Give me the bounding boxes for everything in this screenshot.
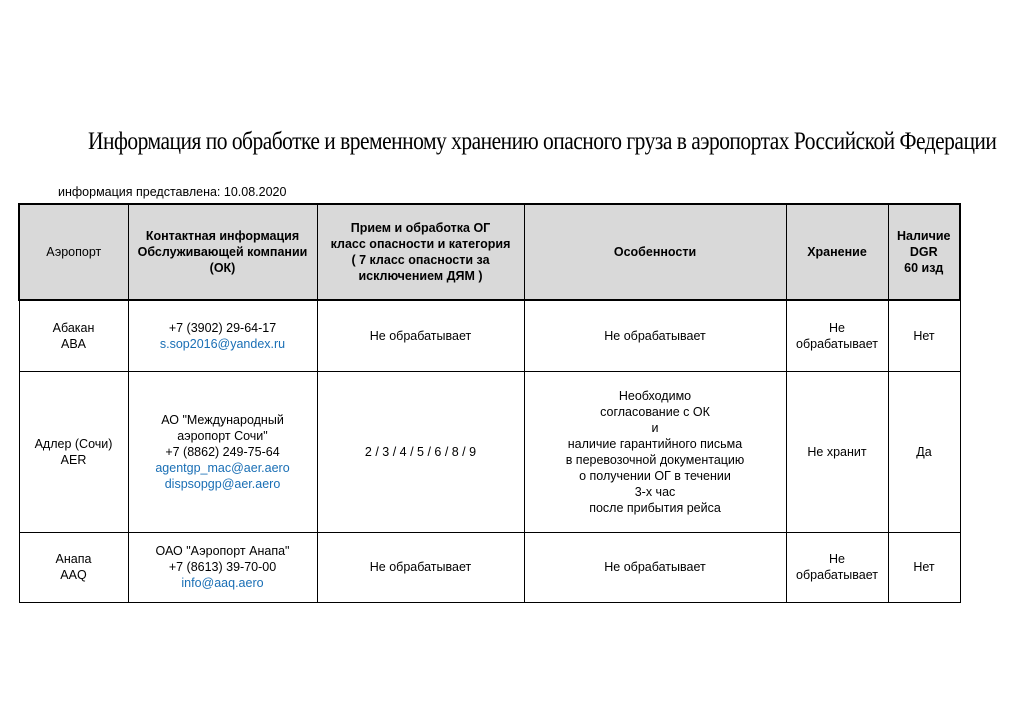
features-line: Не обрабатывает <box>604 560 706 574</box>
header-features: Особенности <box>524 204 786 300</box>
header-airport: Аэропорт <box>19 204 128 300</box>
header-contact-line: (ОК) <box>209 261 236 275</box>
email-link[interactable]: s.sop2016@yandex.ru <box>159 336 286 351</box>
header-acceptance <box>317 204 524 300</box>
storage-line: обрабатывает <box>796 568 878 582</box>
airport-code: AER <box>60 452 87 467</box>
header-contact-line: Контактная информация <box>145 229 300 243</box>
features-line: после прибытия рейса <box>589 500 721 515</box>
features-cell <box>524 300 786 371</box>
email-link[interactable]: agentgp_mac@aer.aero <box>155 460 290 475</box>
features-line: о получении ОГ в течении <box>579 468 731 483</box>
info-date: информация представлена: 10.08.2020 <box>58 185 287 199</box>
storage-line: Не хранит <box>807 444 867 459</box>
airport-code: ABA <box>60 336 86 351</box>
features-cell <box>524 532 786 602</box>
dgr-cell: Нет <box>888 300 960 371</box>
contact-cell <box>128 371 317 532</box>
header-dgr-line: DGR <box>909 245 938 259</box>
header-acceptance-line: Прием и обработка ОГ <box>350 221 491 235</box>
contact-line: АО "Международный <box>161 412 284 427</box>
table-row <box>19 532 960 602</box>
table-row <box>19 371 960 532</box>
features-line: согласование с ОК <box>600 404 710 419</box>
dangerous-goods-table <box>18 203 961 603</box>
airport-cell <box>19 300 128 371</box>
features-line: 3-х час <box>634 484 676 499</box>
features-line: в перевозочной документацию <box>565 452 745 467</box>
header-dgr-line: 60 изд <box>904 261 944 275</box>
features-line: Не обрабатывает <box>604 328 706 343</box>
airport-cell <box>19 371 128 532</box>
airport-name: Адлер (Сочи) <box>34 436 113 451</box>
dgr-cell: Да <box>888 371 960 532</box>
email-link[interactable]: info@aaq.aero <box>181 576 264 590</box>
features-cell <box>524 371 786 532</box>
features-line: Необходимо <box>618 388 692 403</box>
contact-line: +7 (8613) 39-70-00 <box>168 560 277 574</box>
contact-cell <box>128 300 317 371</box>
features-line: и <box>651 420 659 435</box>
table-header-row <box>19 204 960 300</box>
header-contact <box>128 204 317 300</box>
email-link[interactable]: dispsopgp@aer.aero <box>164 476 281 491</box>
header-acceptance-line: исключением ДЯМ ) <box>358 269 483 283</box>
airport-name: Абакан <box>52 320 95 335</box>
header-dgr <box>888 204 960 300</box>
storage-line: обрабатывает <box>796 336 878 351</box>
acceptance-cell: Не обрабатывает <box>317 532 524 602</box>
contact-line: ОАО "Аэропорт Анапа" <box>155 544 290 558</box>
airport-code: AAQ <box>60 568 87 582</box>
storage-cell <box>786 371 888 532</box>
header-storage: Хранение <box>786 204 888 300</box>
contact-line: +7 (8862) 249-75-64 <box>165 444 280 459</box>
header-acceptance-line: ( 7 класс опасности за <box>351 253 490 267</box>
airport-name: Анапа <box>55 552 92 566</box>
dgr-cell: Нет <box>888 532 960 602</box>
contact-line: аэропорт Сочи" <box>177 428 268 443</box>
header-dgr-line: Наличие <box>897 229 951 243</box>
contact-line: +7 (3902) 29-64-17 <box>168 320 277 335</box>
header-contact-line: Обслуживающей компании <box>137 245 308 259</box>
page-title: Информация по обработке и временному хранению опасного груза в аэропортах Российской Федерации <box>88 128 997 155</box>
acceptance-cell: 2 / 3 / 4 / 5 / 6 / 8 / 9 <box>317 371 524 532</box>
contact-cell <box>128 532 317 602</box>
table-row <box>19 300 960 371</box>
storage-line: Не <box>829 320 845 335</box>
header-acceptance-line: класс опасности и категория <box>330 237 511 251</box>
storage-cell <box>786 532 888 602</box>
storage-line: Не <box>829 552 845 566</box>
airport-cell <box>19 532 128 602</box>
storage-cell <box>786 300 888 371</box>
features-line: наличие гарантийного письма <box>567 436 743 451</box>
acceptance-cell: Не обрабатывает <box>317 300 524 371</box>
